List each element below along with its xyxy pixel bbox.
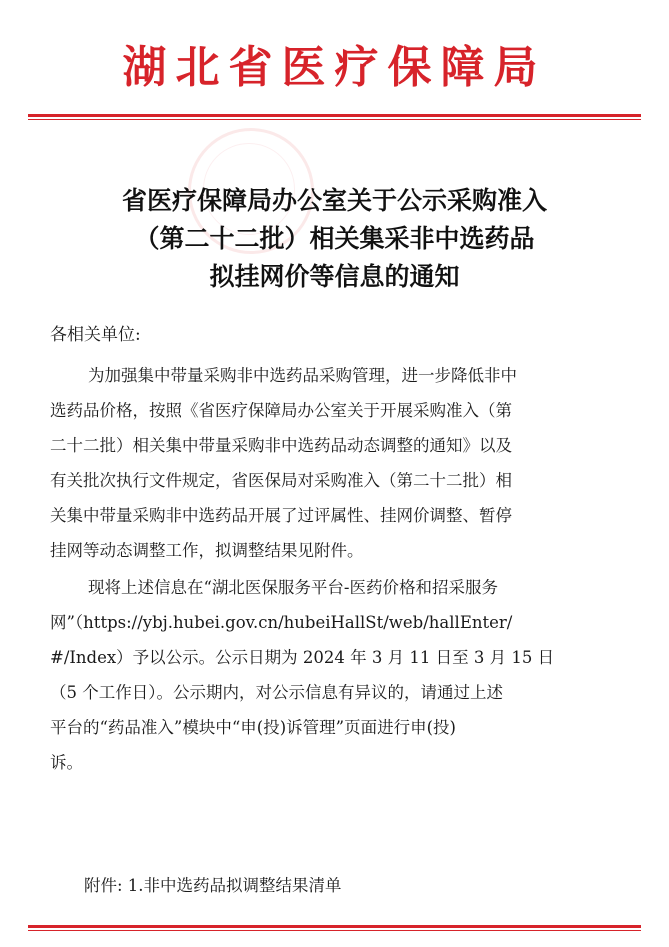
document-body bbox=[50, 358, 630, 780]
salutation: 各相关单位: bbox=[50, 325, 141, 345]
paragraph-1-line-4: 有关批次执行文件规定，省医保局对采购准入（第二十二批）相 bbox=[50, 471, 512, 490]
paragraph-1 bbox=[50, 358, 630, 568]
paragraph-1-line-3: 二十二批）相关集中带量采购非中选药品动态调整的通知》以及 bbox=[50, 436, 512, 455]
masthead-rule-thin bbox=[28, 119, 641, 120]
paragraph-2-line-3: #/Index）予以公示。公示日期为 2024 年 3 月 11 日至 3 月 15 日 bbox=[50, 648, 555, 667]
masthead-title: 湖北省医疗保障局 bbox=[122, 42, 547, 93]
footer-rule-thick bbox=[28, 925, 641, 928]
paragraph-2-line-5: 平台的“药品准入”模块中“申(投)诉管理”页面进行申(投) bbox=[50, 718, 456, 737]
title-line-1: 省医疗保障局办公室关于公示采购准入 bbox=[121, 186, 547, 215]
attachment-line: 附件: 1.非中选药品拟调整结果清单 bbox=[84, 876, 342, 895]
paragraph-2-line-2: 网”（https://ybj.hubei.gov.cn/hubeiHallSt/web/hallEnter/ bbox=[50, 613, 513, 632]
paragraph-1-line-1: 为加强集中带量采购非中选药品采购管理，进一步降低非中 bbox=[88, 366, 517, 385]
paragraph-2 bbox=[50, 570, 630, 780]
title-line-2: （第二十二批）相关集采非中选药品 bbox=[134, 224, 535, 253]
paragraph-1-line-6: 挂网等动态调整工作，拟调整结果见附件。 bbox=[50, 541, 364, 560]
title-line-3: 拟挂网价等信息的通知 bbox=[209, 262, 460, 291]
paragraph-2-line-1: 现将上述信息在“湖北医保服务平台-医药价格和招采服务 bbox=[88, 578, 499, 597]
paragraph-2-line-6: 诉。 bbox=[50, 753, 83, 772]
document-title bbox=[0, 182, 669, 296]
masthead-rule-thick bbox=[28, 114, 641, 117]
footer-rule-thin bbox=[28, 930, 641, 931]
paragraph-1-line-2: 选药品价格，按照《省医疗保障局办公室关于开展采购准入（第 bbox=[50, 401, 512, 420]
paragraph-2-line-4: （5 个工作日）。公示期内，对公示信息有异议的，请通过上述 bbox=[50, 683, 503, 702]
paragraph-1-line-5: 关集中带量采购非中选药品开展了过评属性、挂网价调整、暂停 bbox=[50, 506, 512, 525]
